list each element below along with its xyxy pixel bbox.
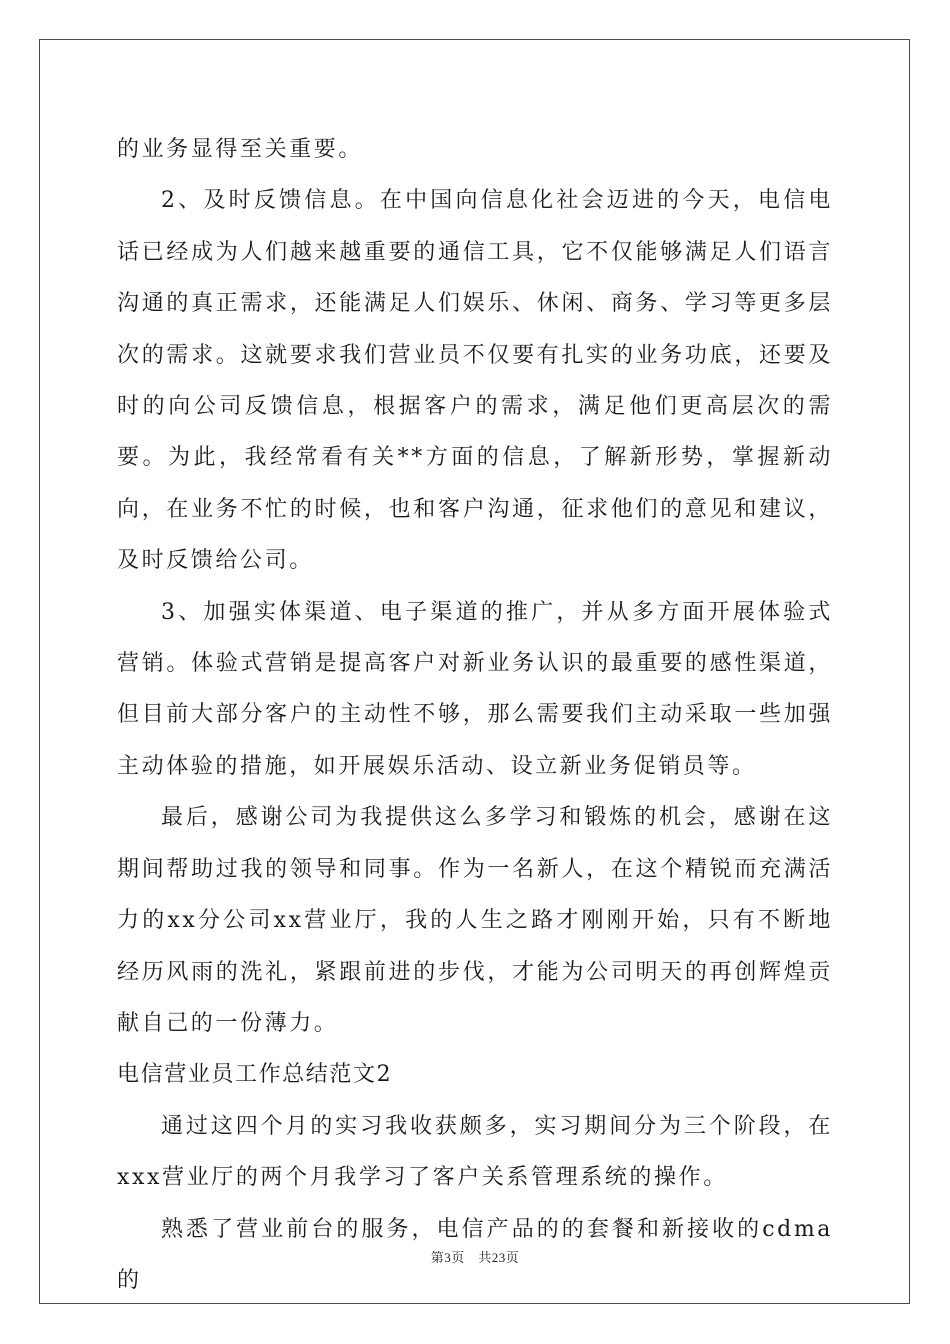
document-body xyxy=(117,124,833,1306)
page-number: 第3页 共23页 xyxy=(430,1250,520,1265)
paragraph-4: 最后，感谢公司为我提供这么多学习和锻炼的机会，感谢在这期间帮助过我的领导和同事。作为一名新人，在这个精锐而充满活力的xx分公司xx营业厅，我的人生之路才刚刚开始，只有不断地经历风雨的洗礼，紧跟前进的步伐，才能为公司明天的再创辉煌贡献自己的一份薄力。 xyxy=(117,805,833,1036)
section-heading: 电信营业员工作总结范文2 xyxy=(117,1062,393,1088)
paragraph-1: 的业务显得至关重要。 xyxy=(117,137,364,162)
paragraph-2: 2、及时反馈信息。在中国向信息化社会迈进的今天，电信电话已经成为人们越来越重要的通信工具，它不仅能够满足人们语言沟通的真正需求，还能满足人们娱乐、休闲、商务、学习等更多层次的需求。这就要求我们营业员不仅要有扎实的业务功底，还要及时的向公司反馈信息，根据客户的需求，满足他们更高层次的需要。为此，我经常看有关**方面的信息，了解新形势，掌握新动向，在业务不忙的时候，也和客户沟通，征求他们的意见和建议，及时反馈给公司。 xyxy=(117,188,833,574)
paragraph-3: 3、加强实体渠道、电子渠道的推广，并从多方面开展体验式营销。体验式营销是提高客户对新业务认识的最重要的感性渠道，但目前大部分客户的主动性不够，那么需要我们主动采取一些加强主动体验的措施，如开展娱乐活动、设立新业务促销员等。 xyxy=(117,599,833,779)
paragraph-6: 熟悉了营业前台的服务，电信产品的的套餐和新接收的cdma的 xyxy=(117,1216,833,1293)
paragraph-5: 通过这四个月的实习我收获颇多，实习期间分为三个阶段，在xxx营业厅的两个月我学习了客户关系管理系统的操作。 xyxy=(117,1113,833,1191)
